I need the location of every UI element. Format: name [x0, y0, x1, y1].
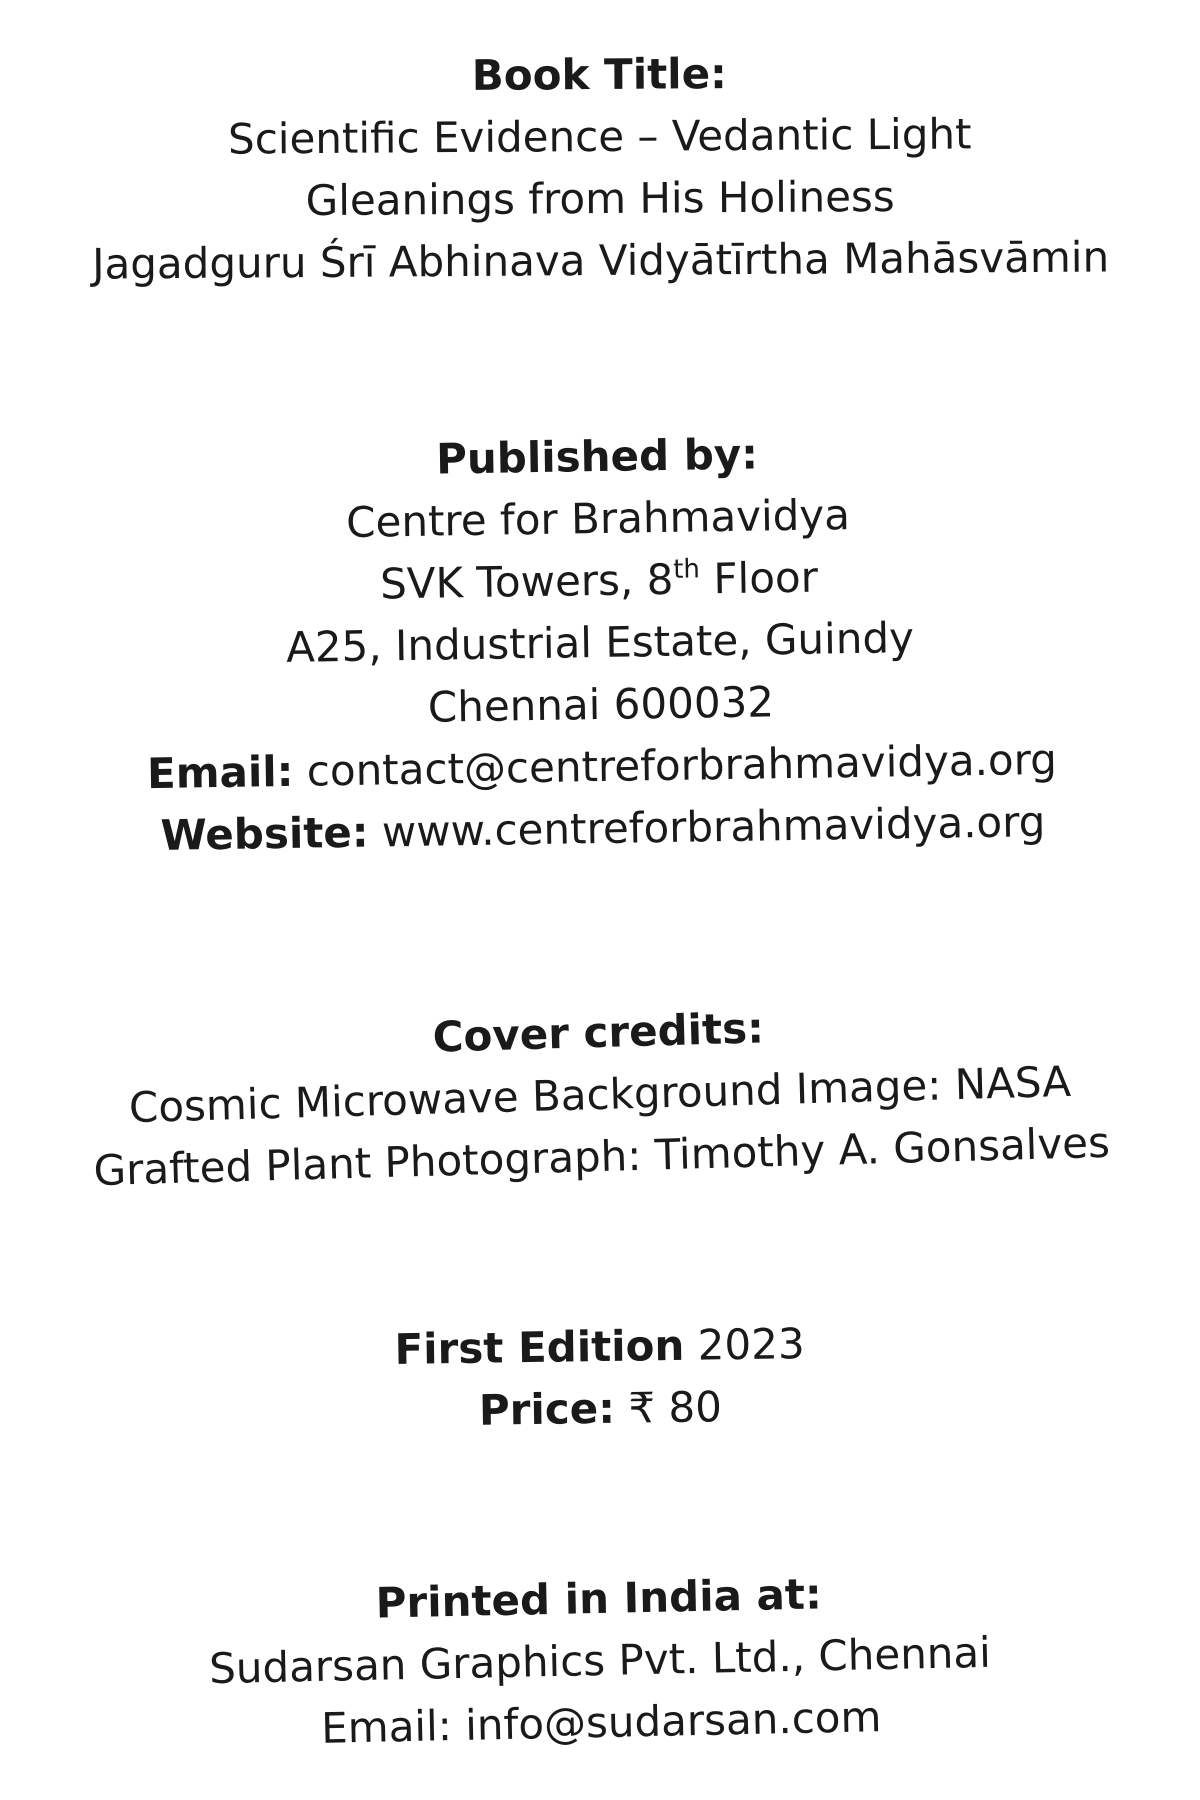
cover-credit-line: Cosmic Microwave Background Image: NASA [128, 1056, 1072, 1133]
printer-heading: Printed in India at: [375, 1569, 823, 1628]
edition-label: First Edition [394, 1320, 685, 1374]
publisher-email-label: Email: [146, 746, 294, 799]
publisher-email-value: contact@centreforbrahmavidya.org [306, 734, 1058, 796]
publisher-address-line-2: A25, Industrial Estate, Guindy [285, 613, 915, 672]
printer-name: Sudarsan Graphics Pvt. Ltd., Chennai [208, 1627, 992, 1694]
book-title-section [0, 40, 1200, 296]
address-floor: Floor [699, 552, 819, 604]
edition-year: 2023 [697, 1319, 805, 1370]
price-value: ₹ 80 [628, 1382, 723, 1433]
address-building: SVK Towers, 8 [379, 554, 674, 609]
publisher-address-line-3: Chennai 600032 [427, 677, 775, 732]
printer-email: Email: info@sudarsan.com [320, 1692, 882, 1753]
publisher-website-label: Website: [160, 807, 369, 860]
publisher-heading: Published by: [435, 429, 759, 484]
edition-section [0, 1308, 1200, 1449]
publisher-name: Centre for Brahmavidya [345, 490, 851, 547]
publisher-website-value: www.centreforbrahmavidya.org [381, 797, 1046, 857]
book-title-line: Scientific Evidence – Vedantic Light [227, 109, 972, 164]
cover-credit-line: Grafted Plant Photograph: Timothy A. Gonsalves [92, 1117, 1111, 1196]
price-label: Price: [478, 1383, 616, 1435]
printer-section [0, 1555, 1200, 1766]
book-author-line: Jagadguru Śrī Abhinava Vidyātīrtha Mahāsvāmin [92, 232, 1110, 289]
cover-credits-heading: Cover credits: [431, 1003, 765, 1062]
cover-credits-section [0, 985, 1200, 1204]
publisher-section [0, 417, 1200, 870]
ordinal-suffix: th [672, 554, 701, 585]
book-subtitle-line: Gleanings from His Holiness [305, 171, 895, 226]
book-title-heading: Book Title: [471, 49, 728, 100]
